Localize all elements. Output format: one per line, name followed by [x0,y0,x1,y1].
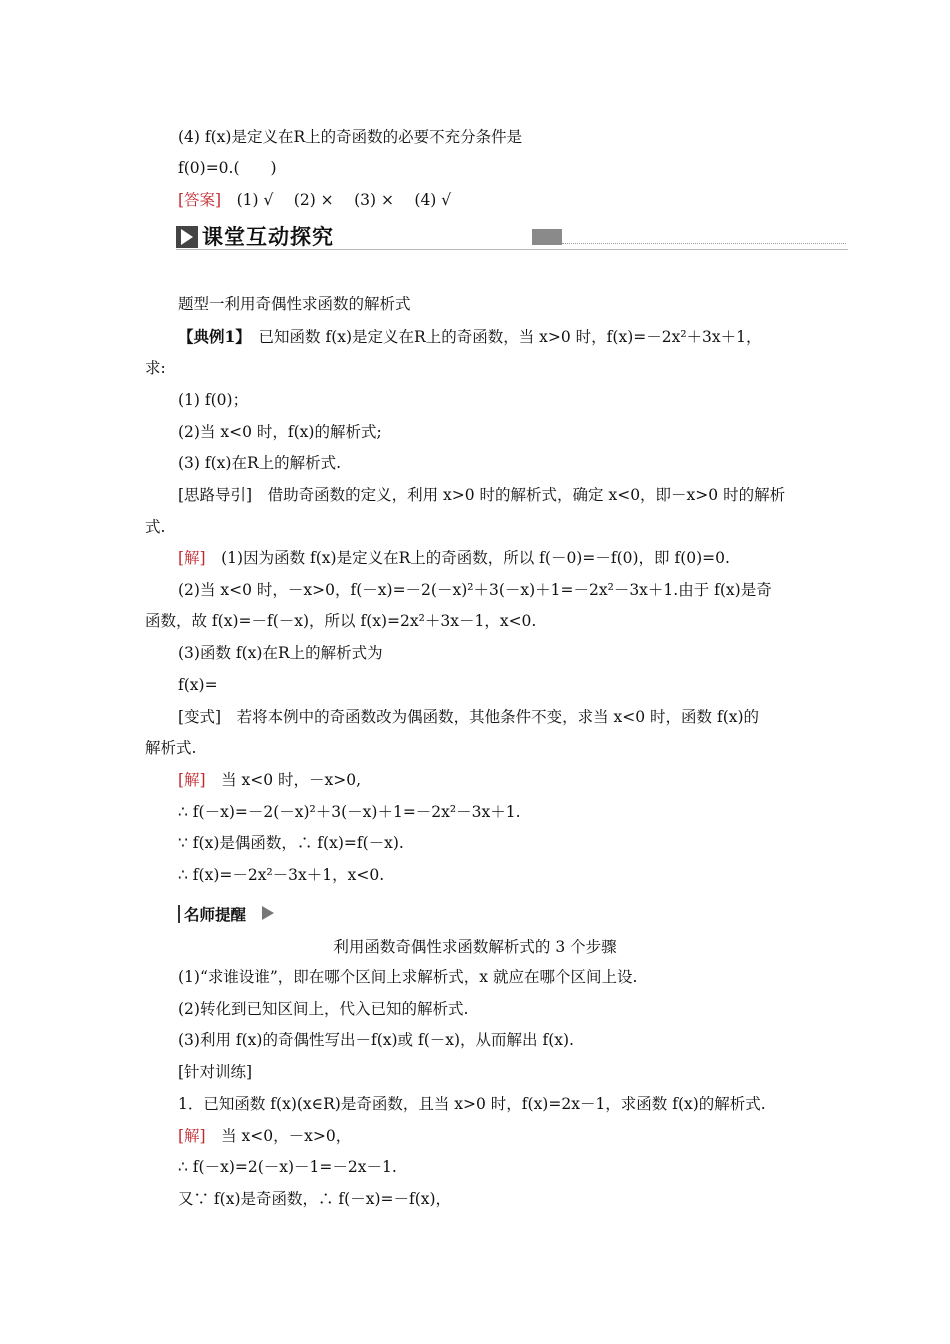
solution-line [178,548,730,568]
tip-subtitle: 利用函数奇偶性求函数解析式的 3 个步骤 [333,938,617,956]
text-line: ∵ f(x)是偶函数，∴ f(x)=f(－x). [178,834,404,852]
solution-tag: [解] [178,549,206,567]
section-title: 课堂互动探究 [202,225,334,249]
example-line [178,327,762,347]
text-line: 式. [145,518,166,536]
text-line: [针对训练] [178,1063,253,1081]
answer-line [178,190,451,210]
solution-text: 当 x<0，－x>0， [205,1127,352,1145]
text-line: (1) f(0)； [178,391,249,409]
tip-title: 名师提醒 [184,906,247,924]
topic-heading: 题型一利用奇偶性求函数的解析式 [178,295,411,313]
solution-line [178,770,361,790]
text-line: 求: [145,359,166,377]
text-line: (2)当 x<0 时，－x>0，f(－x)=－2(－x)²＋3(－x)＋1=－2x²－3x＋1.由于 f(x)是奇 [178,581,772,599]
example-tag: 【典例1】 [178,327,244,346]
example-text: 已知函数 f(x)是定义在R上的奇函数，当 x>0 时，f(x)=－2x²＋3x＋1， [243,328,762,346]
solution-line [178,1126,351,1146]
text-line: 又∵ f(x)是奇函数，∴ f(－x)=－f(x)， [178,1190,452,1208]
tip-bar [178,905,180,923]
text-line: 1．已知函数 f(x)(x∈R)是奇函数，且当 x>0 时，f(x)=2x－1，求函数 f(x)的解析式. [178,1095,766,1113]
text-line: f(0)=0.( ) [178,159,277,177]
text-line: ∴ f(x)=－2x²－3x＋1，x<0. [178,866,385,884]
text-line: (3)函数 f(x)在R上的解析式为 [178,644,383,662]
solution-tag: [解] [178,771,206,789]
banner-underline [176,249,848,250]
text-line: ∴ f(－x)=2(－x)－1=－2x－1. [178,1158,397,1176]
text-line: [变式] 若将本例中的奇函数改为偶函数，其他条件不变，求当 x<0 时，函数 f(x)的 [178,708,760,726]
text-line: f(x)= [178,676,218,694]
text-line: (2)当 x<0 时，f(x)的解析式; [178,423,382,441]
answer-text: (1) √ (2) × (3) × (4) √ [221,191,452,209]
answer-tag: [答案] [178,191,222,209]
arrow-icon [176,226,198,248]
solution-text: (1)因为函数 f(x)是定义在R上的奇函数，所以 f(－0)=－f(0)，即 f(0)=0. [205,549,730,567]
text-line: 解析式. [145,739,197,757]
solution-text: 当 x<0 时，－x>0, [205,771,362,789]
text-line: (3) f(x)在R上的解析式. [178,454,342,472]
text-line: 函数，故 f(x)=－f(－x)，所以 f(x)=2x²＋3x－1，x<0. [145,612,537,630]
banner-rule [562,243,846,244]
section-banner [176,224,848,250]
text-line: (2)转化到已知区间上，代入已知的解析式. [178,1000,469,1018]
text-line: (4) f(x)是定义在R上的奇函数的必要不充分条件是 [178,128,523,146]
banner-block [532,229,562,245]
text-line: [思路导引] 借助奇函数的定义，利用 x>0 时的解析式，确定 x<0，即－x>0 时的解析 [178,486,786,504]
triangle-right-icon [262,906,274,920]
text-line: (3)利用 f(x)的奇偶性写出－f(x)或 f(－x)，从而解出 f(x). [178,1031,574,1049]
solution-tag: [解] [178,1127,206,1145]
text-line: ∴ f(－x)=－2(－x)²＋3(－x)＋1=－2x²－3x＋1. [178,803,521,821]
text-line: (1)“求谁设谁”，即在哪个区间上求解析式，x 就应在哪个区间上设. [178,968,638,986]
